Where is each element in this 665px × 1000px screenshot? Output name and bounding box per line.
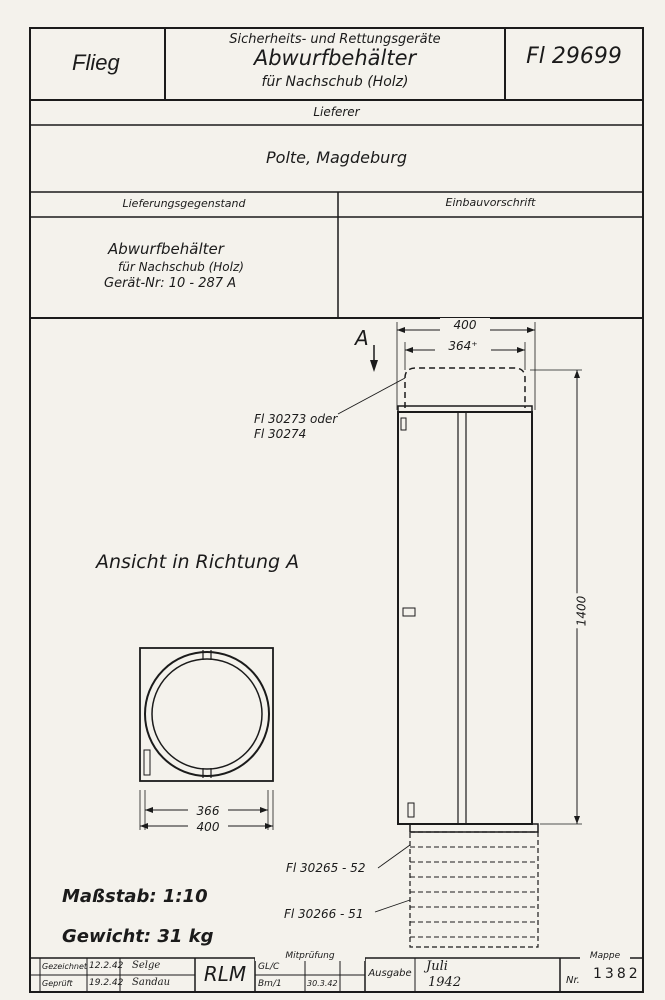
- part-label-lid-2: Fl 30274: [254, 427, 307, 441]
- part-label-rim: Fl 30265 - 52: [286, 861, 366, 875]
- view-arrow-letter: A: [355, 326, 369, 350]
- supplier-label: Lieferer: [313, 105, 360, 119]
- drawn-label: Gezeichnet: [42, 962, 88, 971]
- container-end-view: [140, 648, 273, 830]
- end-view-title: Ansicht in Richtung A: [96, 551, 300, 573]
- folder-number: 1382: [593, 966, 641, 982]
- folder-label: Mappe: [580, 951, 630, 961]
- edition-label: Ausgabe: [368, 968, 412, 979]
- outer-border: [30, 28, 643, 992]
- dimension-364: 364⁺: [435, 339, 491, 353]
- drawn-date: 12.2.42: [89, 961, 124, 971]
- dimension-400-bottom: 400: [188, 820, 228, 834]
- rlm-mark: RLM: [203, 962, 247, 986]
- header-subtitle: für Nachschub (Holz): [261, 74, 409, 90]
- review-date: 30.3.42: [307, 979, 338, 988]
- edition-month: Juli: [426, 959, 448, 974]
- delivery-label: Lieferungsgegenstand: [122, 197, 246, 210]
- part-label-lid-1: Fl 30273 oder: [254, 412, 338, 426]
- delivery-line3: Gerät-Nr: 10 - 287 A: [104, 276, 237, 291]
- review-note-1: GL/C: [258, 962, 280, 972]
- edition-year: 1942: [428, 975, 462, 990]
- supplier-name: Polte, Magdeburg: [266, 148, 407, 167]
- weight-text: Gewicht: 31 kg: [62, 926, 214, 947]
- dimension-400-top: 400: [440, 318, 490, 332]
- checked-date: 19.2.42: [89, 978, 124, 988]
- nr-label: Nr.: [566, 975, 580, 986]
- drawn-signature: Selge: [132, 960, 161, 971]
- header-title: Abwurfbehälter: [253, 46, 417, 70]
- delivery-line2: für Nachschub (Holz): [118, 260, 244, 274]
- review-label: Mitprüfung: [255, 951, 365, 961]
- part-label-absorber: Fl 30266 - 51: [284, 907, 364, 921]
- header-category: Sicherheits- und Rettungsgeräte: [229, 32, 441, 47]
- delivery-line1: Abwurfbehälter: [108, 240, 224, 258]
- header-left-label: Flieg: [72, 50, 120, 75]
- checked-label: Geprüft: [42, 979, 73, 988]
- checked-signature: Sandau: [132, 977, 171, 988]
- dimension-366: 366: [188, 804, 228, 818]
- container-side-view: [338, 322, 582, 947]
- scale-text: Maßstab: 1:10: [62, 886, 208, 907]
- review-note-2: Bm/1: [258, 979, 282, 989]
- installation-label: Einbauvorschrift: [445, 196, 536, 209]
- drawing-number: Fl 29699: [526, 44, 622, 69]
- dimension-1400: 1400: [574, 595, 589, 627]
